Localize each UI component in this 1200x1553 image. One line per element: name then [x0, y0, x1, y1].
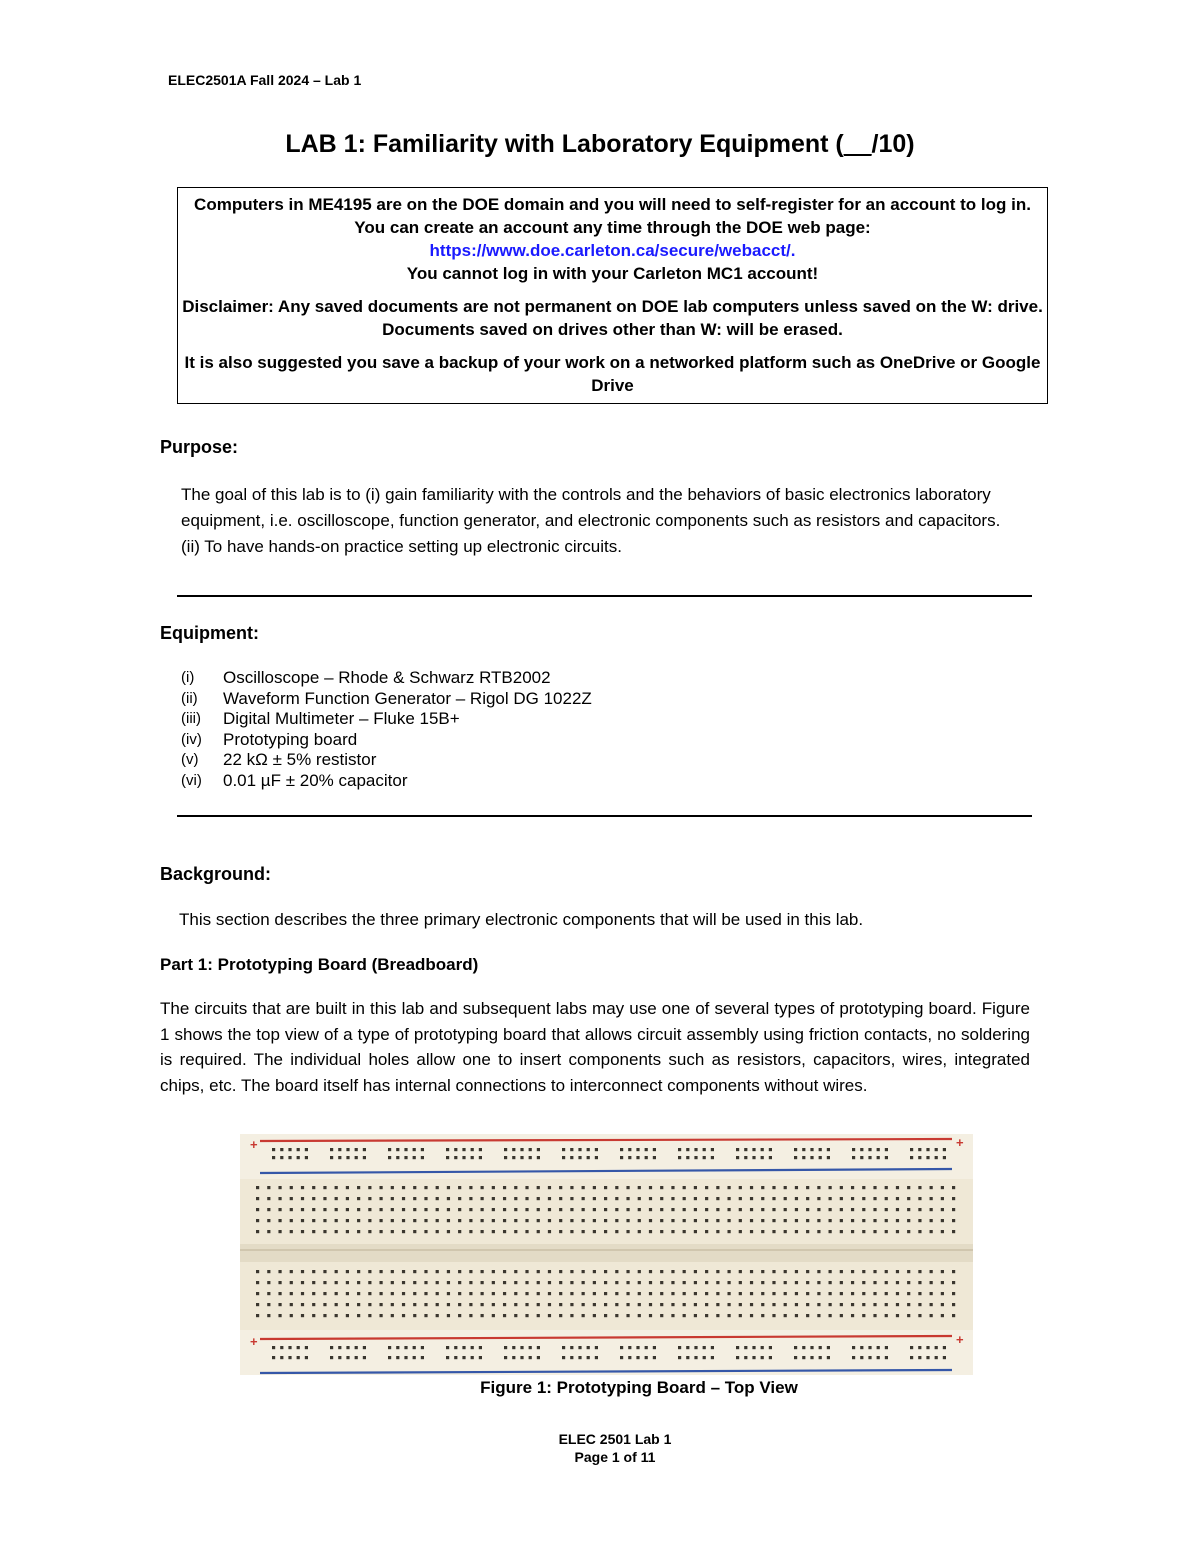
page-footer [0, 1430, 1200, 1466]
notice-box [177, 187, 1048, 404]
notice-line-1: Computers in ME4195 are on the DOE domain and you will need to self-register for an account to log in. You can create an account any time through the DOE web page: [194, 195, 1031, 237]
equipment-list [181, 668, 592, 791]
score-blank: __ [843, 130, 872, 158]
plus-sign: + [956, 1135, 964, 1150]
list-item: (vi) 0.01 µF ± 20% capacitor [181, 770, 408, 790]
divider [177, 595, 1032, 597]
purpose-text: The goal of this lab is to (i) gain familiarity with the controls and the behaviors of basic electronics laboratory equipment, i.e. oscilloscope, function generator, and electronic components such as resistors and capacitors. (ii) To have hands-on practice setting up electronic circuits. [181, 485, 1001, 556]
part1-heading: Part 1: Prototyping Board (Breadboard) [160, 955, 479, 974]
document-header: ELEC2501A Fall 2024 – Lab 1 [168, 72, 362, 88]
divider [177, 815, 1032, 817]
list-item: (i) Oscilloscope – Rhode & Schwarz RTB2002 [181, 668, 551, 687]
plus-sign: + [250, 1137, 258, 1152]
doe-account-link[interactable]: https://www.doe.carleton.ca/secure/webacct/. [429, 241, 796, 260]
equipment-heading: Equipment: [160, 623, 259, 643]
plus-sign: + [250, 1334, 258, 1349]
plus-sign: + [956, 1332, 964, 1347]
notice-line-2: You cannot log in with your Carleton MC1 account! [406, 264, 819, 283]
notice-disclaimer: Disclaimer: Any saved documents are not permanent on DOE lab computers unless saved on the W: drive. Documents saved on drives other than W: will be erased. [182, 297, 1043, 339]
page-title [0, 130, 1200, 159]
figure-caption: Figure 1: Prototyping Board – Top View [480, 1378, 798, 1397]
list-item: (iv) Prototyping board [181, 729, 358, 749]
notice-backup-tip: It is also suggested you save a backup of your work on a networked platform such as OneDrive or Google Drive [184, 353, 1041, 395]
background-heading: Background: [160, 864, 272, 884]
background-text: This section describes the three primary electronic components that will be used in this lab. [179, 910, 864, 929]
breadboard-image [240, 1134, 973, 1375]
center-channel [240, 1244, 973, 1262]
purpose-heading: Purpose: [160, 437, 239, 457]
list-item: (v) 22 kΩ ± 5% restistor [181, 750, 377, 769]
footer-course: ELEC 2501 Lab 1 [558, 1431, 672, 1447]
part1-text: The circuits that are built in this lab and subsequent labs may use one of several types of prototyping board. Figure 1 shows the top view of a type of prototyping board that allows circuit assembly using friction contacts, no soldering is required. The individual holes allow one to insert components such as resistors, capacitors, wires, integrated chips, etc. The board itself has internal connections to interconnect components without wires. [160, 999, 1030, 1095]
title-prefix: LAB 1: Familiarity with Laboratory Equipment ( [285, 130, 844, 158]
list-item: (ii) Waveform Function Generator – Rigol DG 1022Z [181, 688, 592, 708]
list-item: (iii) Digital Multimeter – Fluke 15B+ [181, 709, 460, 728]
page-number: Page 1 of 11 [574, 1449, 656, 1465]
title-suffix: /10) [871, 130, 915, 158]
